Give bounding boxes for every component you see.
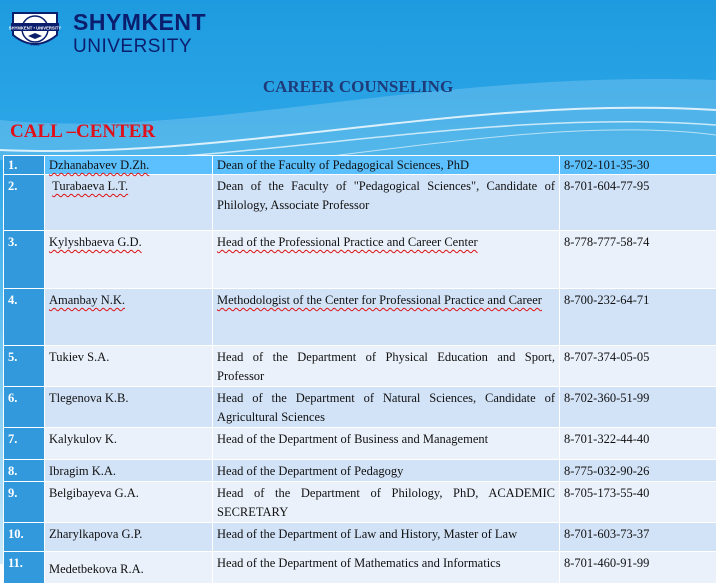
contact-name: Tlegenova K.B. [45, 387, 213, 428]
table-row [4, 460, 716, 482]
row-number: 3. [4, 231, 45, 289]
row-number: 4. [4, 289, 45, 346]
contact-phone: 8-701-322-44-40 [560, 428, 716, 460]
contact-phone: 8-705-173-55-40 [560, 482, 716, 523]
contact-position: Head of the Department of Law and History, Master of Law [213, 523, 560, 552]
table-row [4, 346, 716, 387]
table-row [4, 428, 716, 460]
table-row [4, 387, 716, 428]
contact-phone: 8-702-101-35-30 [560, 156, 716, 175]
contact-position: Head of the Department of Natural Sciences, Candidate of Agricultural Sciences [213, 387, 560, 428]
contact-name-text: Dzhanabavev D.Zh. [49, 158, 149, 172]
contact-name: Tukiev S.A. [45, 346, 213, 387]
contact-name: Medetbekova R.A. [45, 552, 213, 584]
contact-position: Head of the Department of Pedagogy [213, 460, 560, 482]
brand-line-1: SHYMKENT [73, 11, 206, 34]
contact-name-text: Amanbay N.K. [49, 293, 125, 307]
table-row [4, 552, 716, 584]
contact-position: Head of the Department of Business and Management [213, 428, 560, 460]
call-center-heading: CALL –CENTER [10, 121, 155, 143]
contact-name: Kalykulov K. [45, 428, 213, 460]
contact-position-text: Head of the Professional Practice and Career Center [217, 235, 478, 249]
row-number: 5. [4, 346, 45, 387]
contact-position: Dean of the Faculty of "Pedagogical Sciences", Candidate of Philology, Associate Professor [213, 175, 560, 231]
row-number: 7. [4, 428, 45, 460]
page-title: CAREER COUNSELING [0, 77, 716, 97]
row-number: 9. [4, 482, 45, 523]
contact-name [45, 175, 213, 231]
contact-position: Head of the Department of Mathematics and Informatics [213, 552, 560, 584]
contact-name: Zharylkapova G.P. [45, 523, 213, 552]
contact-phone: 8-701-460-91-99 [560, 552, 716, 584]
row-number: 2. [4, 175, 45, 231]
table-row [4, 523, 716, 552]
contact-name: Belgibayeva G.A. [45, 482, 213, 523]
contact-name-text: Kylyshbaeva G.D. [49, 235, 142, 249]
contact-phone: 8-701-604-77-95 [560, 175, 716, 231]
contact-name [45, 231, 213, 289]
university-logo [7, 9, 63, 54]
contacts-table [3, 155, 716, 584]
contact-phone: 8-775-032-90-26 [560, 460, 716, 482]
table-row [4, 175, 716, 231]
contact-position [213, 289, 560, 346]
contact-position: Dean of the Faculty of Pedagogical Sciences, PhD [213, 156, 560, 175]
brand-name [73, 11, 206, 56]
contact-position-text: Methodologist of the Center for Professional Practice and Career [217, 293, 542, 307]
contact-phone: 8-707-374-05-05 [560, 346, 716, 387]
row-number: 1. [4, 156, 45, 175]
contact-name [45, 289, 213, 346]
brand-line-2: UNIVERSITY [73, 37, 206, 56]
svg-text:1991: 1991 [31, 42, 41, 47]
row-number: 11. [4, 552, 45, 584]
row-number: 8. [4, 460, 45, 482]
contact-phone: 8-700-232-64-71 [560, 289, 716, 346]
table-row [4, 289, 716, 346]
table-row [4, 231, 716, 289]
contact-position: Head of the Department of Physical Education and Sport, Professor [213, 346, 560, 387]
contact-phone: 8-778-777-58-74 [560, 231, 716, 289]
table-row [4, 156, 716, 175]
contact-position: Head of the Department of Philology, PhD, ACADEMIC SECRETARY [213, 482, 560, 523]
row-number: 6. [4, 387, 45, 428]
contact-phone: 8-702-360-51-99 [560, 387, 716, 428]
contact-phone: 8-701-603-73-37 [560, 523, 716, 552]
contact-position [213, 231, 560, 289]
contact-name-text: Turabaeva L.T. [52, 179, 128, 193]
row-number: 10. [4, 523, 45, 552]
contact-name [45, 156, 213, 175]
contact-name: Ibragim K.A. [45, 460, 213, 482]
table-row [4, 482, 716, 523]
svg-text:SHYMKENT • UNIVERSITY: SHYMKENT • UNIVERSITY [9, 26, 62, 31]
